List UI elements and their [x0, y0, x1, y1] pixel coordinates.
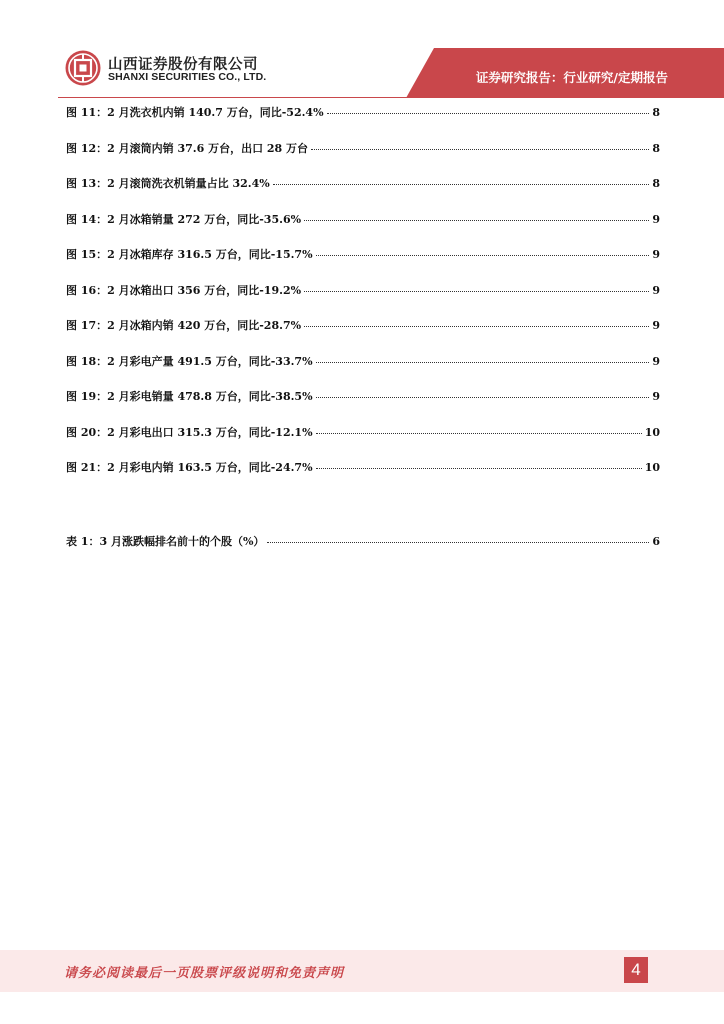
toc-leader-dots [273, 183, 650, 185]
toc-entry[interactable] [66, 282, 660, 298]
toc-entry-page: 9 [652, 248, 660, 261]
toc-entry[interactable] [66, 211, 660, 227]
toc-entry-page: 8 [652, 106, 660, 119]
toc-entry[interactable] [66, 140, 660, 156]
toc-entry-label: 图 15：2 月冰箱库存 316.5 万台，同比-15.7% [66, 248, 313, 261]
page-number: 4 [624, 957, 648, 983]
toc-leader-dots [316, 396, 650, 398]
footer-disclaimer: 请务必阅读最后一页股票评级说明和免责声明 [64, 966, 345, 981]
toc-entry-page: 9 [652, 213, 660, 226]
page-header [0, 0, 724, 100]
toc-entry-label: 图 18：2 月彩电产量 491.5 万台，同比-33.7% [66, 355, 313, 368]
toc-leader-dots [304, 290, 649, 292]
toc-entry-page: 10 [644, 426, 660, 439]
toc-entry[interactable] [66, 317, 660, 333]
toc-leader-dots [304, 219, 649, 221]
toc-entry-label: 表 1：3 月涨跌幅排名前十的个股（%） [66, 535, 265, 548]
toc-entry[interactable] [66, 246, 660, 262]
toc-leader-dots [316, 254, 650, 256]
toc-entry-page: 8 [652, 142, 660, 155]
toc-leader-dots [316, 361, 650, 363]
toc-entry-page: 6 [652, 535, 660, 548]
toc-entry[interactable] [66, 353, 660, 369]
company-logo-icon [64, 49, 102, 87]
toc-entry-label: 图 21：2 月彩电内销 163.5 万台，同比-24.7% [66, 461, 313, 474]
toc-entry-page: 9 [652, 390, 660, 403]
toc-entry-page: 8 [652, 177, 660, 190]
toc-entry-label: 图 16：2 月冰箱出口 356 万台，同比-19.2% [66, 284, 302, 297]
toc-entry[interactable] [66, 424, 660, 440]
toc-leader-dots [304, 325, 649, 327]
toc-entry[interactable] [66, 104, 660, 120]
toc-leader-dots [267, 541, 649, 543]
company-name-cn: 山西证券股份有限公司 [108, 57, 258, 73]
report-type-label: 证券研究报告：行业研究/定期报告 [475, 70, 668, 85]
toc-entry-label: 图 11：2 月洗衣机内销 140.7 万台，同比-52.4% [66, 106, 324, 119]
toc-entry[interactable] [66, 459, 660, 475]
toc-entry-label: 图 14：2 月冰箱销量 272 万台，同比-35.6% [66, 213, 302, 226]
toc-leader-dots [316, 467, 642, 469]
company-name-en: SHANXI SECURITIES CO., LTD. [108, 71, 267, 83]
toc-leader-dots [311, 148, 649, 150]
toc-entry-label: 图 20：2 月彩电出口 315.3 万台，同比-12.1% [66, 426, 313, 439]
toc-entry[interactable] [66, 175, 660, 191]
toc-entry[interactable] [66, 388, 660, 404]
toc-entry-page: 10 [644, 461, 660, 474]
toc-entry-page: 9 [652, 355, 660, 368]
header-divider [58, 97, 724, 98]
toc-entry-label: 图 17：2 月冰箱内销 420 万台，同比-28.7% [66, 319, 302, 332]
toc-leader-dots [316, 432, 642, 434]
toc-entry-page: 9 [652, 284, 660, 297]
toc-entry-label: 图 12：2 月滚筒内销 37.6 万台，出口 28 万台 [66, 142, 309, 155]
toc-leader-dots [327, 112, 650, 114]
toc-entry-label: 图 13：2 月滚筒洗衣机销量占比 32.4% [66, 177, 270, 190]
toc-entry-label: 图 19：2 月彩电销量 478.8 万台，同比-38.5% [66, 390, 313, 403]
toc-entry-page: 9 [652, 319, 660, 332]
toc-entry[interactable] [66, 533, 660, 549]
